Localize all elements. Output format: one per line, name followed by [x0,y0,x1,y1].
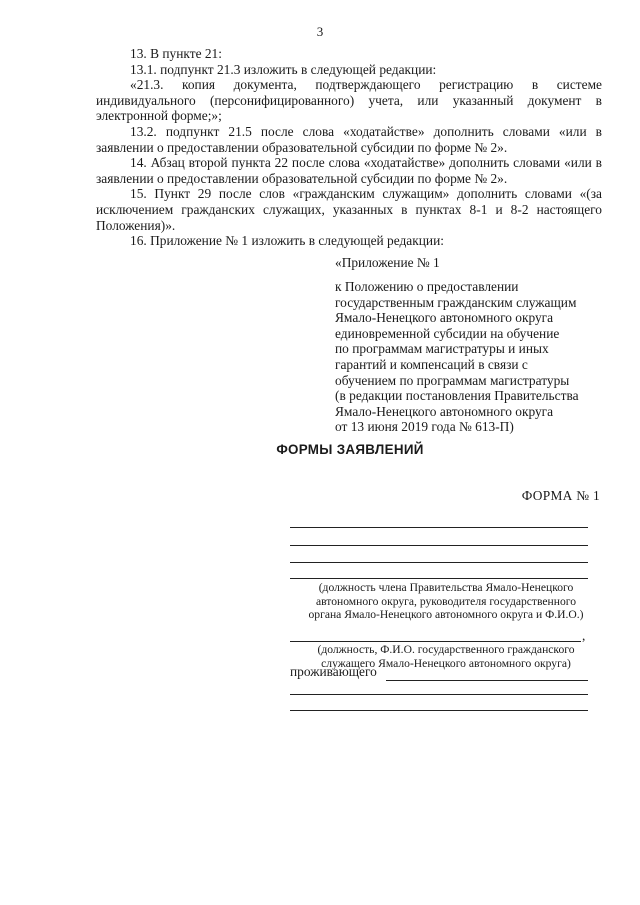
addressee-note [290,581,602,622]
address-blank-line [290,694,588,695]
addressee-note-line: автономного округа, руководителя государственного [315,594,577,608]
annex-line: (в редакции постановления Правительства [335,388,579,404]
applicant-note-line: служащего Ямало-Ненецкого автономного округа) [321,656,571,670]
annex-line: государственным гражданским служащим [335,294,577,310]
paragraph-13-1: 13.1. подпункт 21.3 изложить в следующей редакции: [130,61,437,77]
addressee-blank-line [290,545,588,546]
annex-title: «Приложение № 1 [335,255,440,270]
applicant-comma: , [582,628,586,643]
applicant-note-line: (должность, Ф.И.О. государственного гражданского [317,643,575,656]
annex-line: Ямало-Ненецкого автономного округа [335,310,554,326]
residing-label: проживающего [290,664,377,679]
paragraph-15: 15. Пункт 29 после слов «гражданским служащим» дополнить словами «(за исключением гражданских служащих, указанных в пунктах 8-1 и 8-2 настоящего Положения)». [96,186,602,233]
address-blank-line [290,710,588,711]
page-number: 3 [316,24,324,39]
addressee-blank-line [290,527,588,528]
addressee-note-line: органа Ямало-Ненецкого автономного округа и Ф.И.О.) [308,608,584,621]
form-number: ФОРМА № 1 [521,488,600,503]
paragraph-21-3-text: «21.3. копия документа, подтверждающего регистрацию в системе индивидуального (персонифицированного) учета, или указанный документ в электронной форме;»; [96,77,602,124]
amendment-text [96,46,602,249]
residing-blank-line [386,680,588,681]
annex-line: единовременной субсидии на обучение [335,325,560,341]
paragraph-14: 14. Абзац второй пункта 22 после слова «ходатайстве» дополнить словами «или в заявлении о предоставлении образовательной субсидии по форме № 2». [96,155,602,186]
forms-heading: ФОРМЫ ЗАЯВЛЕНИЙ [276,442,424,457]
addressee-note-line: (должность члена Правительства Ямало-Ненецкого [318,581,574,594]
paragraph-13: 13. В пункте 21: [130,46,222,61]
annex-reference [335,279,610,435]
annex-line: от 13 июня 2019 года № 613-П) [335,419,514,435]
annex-line: гарантий и компенсаций в связи с [335,356,528,372]
annex-line: по программам магистратуры и иных [335,341,549,357]
paragraph-16: 16. Приложение № 1 изложить в следующей редакции: [130,233,444,249]
annex-line: обучением по программам магистратуры [335,372,570,388]
addressee-blank-line [290,562,588,563]
applicant-blank-line [290,641,581,642]
annex-line: Ямало-Ненецкого автономного округа [335,403,554,419]
annex-line: к Положению о предоставлении [335,279,519,294]
addressee-blank-line [290,578,588,579]
paragraph-13-2: 13.2. подпункт 21.5 после слова «ходатайстве» дополнить словами «или в заявлении о предоставлении образовательной субсидии по форме № 2». [96,123,602,155]
